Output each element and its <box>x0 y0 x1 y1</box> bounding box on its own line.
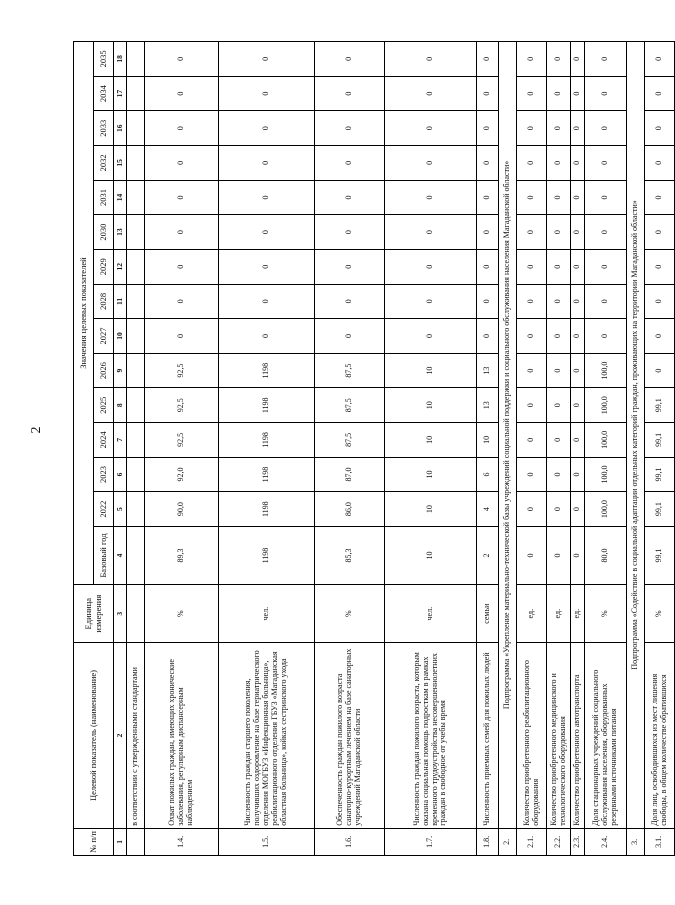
unit: ед. <box>547 585 571 643</box>
year-value: 0 <box>585 284 627 319</box>
target-indicators-table <box>73 41 675 856</box>
year-value: 0 <box>547 146 571 181</box>
year-value: 100,0 <box>585 423 627 458</box>
year-value: 0 <box>477 319 499 354</box>
table-row <box>385 42 477 856</box>
row-num: 1.4. <box>145 828 219 855</box>
year-value: 0 <box>477 42 499 77</box>
year-value: 0 <box>547 319 571 354</box>
year-value: 0 <box>145 319 219 354</box>
year-value: 0 <box>219 215 315 250</box>
year-value: 0 <box>517 284 547 319</box>
row-num: 2.4. <box>585 828 627 855</box>
year-value: 0 <box>547 180 571 215</box>
header-num: № п/п <box>74 828 114 855</box>
column-index: 3 <box>114 585 127 643</box>
year-value: 0 <box>585 111 627 146</box>
unit: ед. <box>517 585 547 643</box>
year-value: 99,1 <box>645 423 675 458</box>
column-index: 13 <box>114 215 127 250</box>
year-value: 13 <box>477 353 499 388</box>
year-value: 0 <box>645 111 675 146</box>
header-values-group: Значения целевых показателей <box>74 42 94 585</box>
year-value: 0 <box>315 249 385 284</box>
year-value: 0 <box>645 353 675 388</box>
header-year: 2030 <box>94 215 114 250</box>
base-value: 1198 <box>219 526 315 584</box>
header-year: 2022 <box>94 492 114 527</box>
year-value: 0 <box>219 180 315 215</box>
indicator-name: Количество приобретенного медицинского и технологического оборудования <box>547 643 571 829</box>
year-value: 0 <box>585 249 627 284</box>
year-value: 0 <box>477 180 499 215</box>
year-value: 100,0 <box>585 388 627 423</box>
row-num: 1.8. <box>477 828 499 855</box>
year-value: 87,5 <box>315 353 385 388</box>
year-value: 0 <box>315 42 385 77</box>
rotated-table-wrapper <box>73 41 668 856</box>
indicator-name: Количество приобретенного реабилитационного оборудования <box>517 643 547 829</box>
year-value: 0 <box>517 353 547 388</box>
year-value: 0 <box>477 284 499 319</box>
base-value: 89,3 <box>145 526 219 584</box>
year-value: 0 <box>547 353 571 388</box>
year-value: 0 <box>517 111 547 146</box>
year-value: 0 <box>315 215 385 250</box>
row-num: 1.5. <box>219 828 315 855</box>
column-index: 15 <box>114 146 127 181</box>
column-index: 8 <box>114 388 127 423</box>
page-number: 2 <box>29 426 44 434</box>
year-value: 0 <box>585 42 627 77</box>
year-value: 0 <box>517 388 547 423</box>
year-value: 4 <box>477 492 499 527</box>
year-value: 0 <box>385 319 477 354</box>
year-value: 0 <box>145 111 219 146</box>
column-index: 7 <box>114 423 127 458</box>
table-row <box>219 42 315 856</box>
year-value: 0 <box>385 249 477 284</box>
year-value: 87,5 <box>315 388 385 423</box>
year-value: 0 <box>219 284 315 319</box>
year-value: 0 <box>547 492 571 527</box>
year-value: 0 <box>547 76 571 111</box>
year-value: 0 <box>547 423 571 458</box>
header-year: 2034 <box>94 76 114 111</box>
section-num: 3. <box>627 828 645 855</box>
column-index: 4 <box>114 526 127 584</box>
header-unit: Единица измерения <box>74 585 114 643</box>
section-row <box>499 42 517 856</box>
year-value: 0 <box>517 215 547 250</box>
indicator-name: Охват пожилых граждан, имеющих хронические заболевания, регулярным диспансерным наблюдением <box>145 643 219 829</box>
year-value: 0 <box>385 215 477 250</box>
year-value: 0 <box>571 249 585 284</box>
row-num: 1.6. <box>315 828 385 855</box>
year-value: 0 <box>517 423 547 458</box>
column-index: 5 <box>114 492 127 527</box>
indicator-name: Численность приемных семей для пожилых людей <box>477 643 499 829</box>
year-value: 0 <box>547 388 571 423</box>
column-index: 14 <box>114 180 127 215</box>
header-year: 2026 <box>94 353 114 388</box>
year-value: 0 <box>547 284 571 319</box>
year-value: 100,0 <box>585 457 627 492</box>
table-row <box>517 42 547 856</box>
year-value: 0 <box>385 76 477 111</box>
year-value: 99,1 <box>645 492 675 527</box>
year-value: 0 <box>219 111 315 146</box>
year-value: 0 <box>517 319 547 354</box>
column-index: 9 <box>114 353 127 388</box>
row-num: 2.1. <box>517 828 547 855</box>
year-value: 0 <box>571 319 585 354</box>
year-value: 1198 <box>219 353 315 388</box>
year-value: 0 <box>585 146 627 181</box>
column-index: 12 <box>114 249 127 284</box>
year-value: 0 <box>145 249 219 284</box>
year-value: 0 <box>477 146 499 181</box>
base-value: 0 <box>517 526 547 584</box>
year-value: 0 <box>645 284 675 319</box>
table-row <box>477 42 499 856</box>
base-value: 10 <box>385 526 477 584</box>
year-value: 87,5 <box>315 423 385 458</box>
year-value: 92,5 <box>145 353 219 388</box>
column-index: 1 <box>114 828 127 855</box>
header-year: 2024 <box>94 423 114 458</box>
year-value: 0 <box>645 215 675 250</box>
year-value: 0 <box>645 319 675 354</box>
unit: семьи <box>477 585 499 643</box>
indicator-name: Численность граждан старшего поколения, получивших оздоровление на базе гериатрического отделения МОГБУЗ «Инфекционная больница», реабилитационного отделения ГБУЗ «Магаданская областная больница», койках сестринского ухода <box>219 643 315 829</box>
header-year: 2023 <box>94 457 114 492</box>
year-value: 0 <box>219 42 315 77</box>
year-value: 10 <box>385 423 477 458</box>
year-value: 0 <box>477 215 499 250</box>
year-value: 0 <box>385 146 477 181</box>
year-value: 0 <box>315 146 385 181</box>
unit: % <box>315 585 385 643</box>
year-value: 10 <box>385 388 477 423</box>
year-value: 0 <box>315 319 385 354</box>
column-index: 16 <box>114 111 127 146</box>
header-year: 2029 <box>94 249 114 284</box>
year-value: 10 <box>385 353 477 388</box>
unit: чел. <box>385 585 477 643</box>
year-value: 92,0 <box>145 457 219 492</box>
header-year: 2035 <box>94 42 114 77</box>
year-value: 92,5 <box>145 388 219 423</box>
year-value: 0 <box>517 146 547 181</box>
year-value: 0 <box>315 111 385 146</box>
unit: % <box>145 585 219 643</box>
table-row <box>145 42 219 856</box>
year-value: 0 <box>517 492 547 527</box>
row-num: 1.7. <box>385 828 477 855</box>
continuation-num-cell <box>127 828 145 855</box>
year-value: 0 <box>571 388 585 423</box>
base-value: 80,0 <box>585 526 627 584</box>
column-index: 6 <box>114 457 127 492</box>
row-num: 2.3. <box>571 828 585 855</box>
year-value: 0 <box>585 76 627 111</box>
year-value: 0 <box>315 284 385 319</box>
year-value: 10 <box>385 457 477 492</box>
year-value: 1198 <box>219 457 315 492</box>
year-value: 0 <box>571 457 585 492</box>
indicator-name: Количество приобретенного автотранспорта <box>571 643 585 829</box>
unit: % <box>645 585 675 643</box>
year-value: 1198 <box>219 388 315 423</box>
year-value: 0 <box>385 180 477 215</box>
column-index: 11 <box>114 284 127 319</box>
header-year: 2028 <box>94 284 114 319</box>
unit: % <box>585 585 627 643</box>
header-name: Целевой показатель (наименование) <box>74 643 114 829</box>
section-title: Подпрограмма «Содействие в социальной адаптации отдельных категорий граждан, проживающих на территории Магаданской области» <box>627 42 645 829</box>
year-value: 0 <box>571 423 585 458</box>
year-value: 0 <box>385 284 477 319</box>
year-value: 92,5 <box>145 423 219 458</box>
indicator-name: Обеспеченность граждан пожилого возраста санаторно-курортным лечением на базе санаторных учреждений Магаданской области <box>315 643 385 829</box>
base-value: 99,1 <box>645 526 675 584</box>
table-row <box>645 42 675 856</box>
year-value: 99,1 <box>645 457 675 492</box>
year-value: 0 <box>547 215 571 250</box>
year-value: 0 <box>645 180 675 215</box>
year-value: 0 <box>145 180 219 215</box>
column-index: 2 <box>114 643 127 829</box>
year-value: 0 <box>547 111 571 146</box>
year-value: 0 <box>477 249 499 284</box>
year-value: 0 <box>571 42 585 77</box>
year-value: 10 <box>477 423 499 458</box>
unit: ед. <box>571 585 585 643</box>
indicator-name: Доля стационарных учреждений социального обслуживания населения, оборудованных резервными источниками питания <box>585 643 627 829</box>
year-value: 6 <box>477 457 499 492</box>
year-value: 0 <box>547 42 571 77</box>
table-row <box>585 42 627 856</box>
year-value: 86,0 <box>315 492 385 527</box>
header-base-year: Базовый год <box>94 526 114 584</box>
header-year: 2025 <box>94 388 114 423</box>
year-value: 0 <box>315 76 385 111</box>
year-value: 0 <box>219 319 315 354</box>
table-row <box>571 42 585 856</box>
year-value: 0 <box>645 76 675 111</box>
year-value: 0 <box>517 42 547 77</box>
year-value: 0 <box>547 457 571 492</box>
year-value: 0 <box>477 76 499 111</box>
year-value: 0 <box>571 111 585 146</box>
column-index: 18 <box>114 42 127 77</box>
year-value: 1198 <box>219 423 315 458</box>
year-value: 0 <box>385 42 477 77</box>
base-value: 0 <box>571 526 585 584</box>
year-value: 0 <box>219 146 315 181</box>
year-value: 0 <box>571 76 585 111</box>
year-value: 0 <box>547 249 571 284</box>
year-value: 0 <box>145 42 219 77</box>
section-row <box>627 42 645 856</box>
section-title: Подпрограмма «Укрепление материально-технической базы учреждений социальной поддержки и социального обслуживания населения Магаданской области» <box>499 42 517 829</box>
header-year: 2031 <box>94 180 114 215</box>
year-value: 0 <box>219 249 315 284</box>
unit: чел. <box>219 585 315 643</box>
year-value: 0 <box>517 249 547 284</box>
year-value: 0 <box>145 284 219 319</box>
header-year: 2032 <box>94 146 114 181</box>
year-value: 0 <box>315 180 385 215</box>
year-value: 99,1 <box>645 388 675 423</box>
year-value: 0 <box>517 180 547 215</box>
year-value: 0 <box>571 353 585 388</box>
year-value: 0 <box>145 76 219 111</box>
year-value: 0 <box>645 146 675 181</box>
year-value: 0 <box>571 180 585 215</box>
year-value: 0 <box>517 76 547 111</box>
year-value: 87,0 <box>315 457 385 492</box>
year-value: 0 <box>645 249 675 284</box>
continuation-text: в соответствии с утвержденными стандартами <box>127 643 145 829</box>
row-num: 2.2. <box>547 828 571 855</box>
indicator-name: Численность граждан пожилого возраста, которым оказана социальная помощь подросткам в рамках временного трудоустройства несовершеннолетних граждан в свободное от учебы время <box>385 643 477 829</box>
table-row <box>315 42 385 856</box>
year-value: 0 <box>585 180 627 215</box>
year-value: 100,0 <box>585 353 627 388</box>
year-value: 10 <box>385 492 477 527</box>
year-value: 0 <box>585 319 627 354</box>
year-value: 0 <box>571 284 585 319</box>
column-index: 10 <box>114 319 127 354</box>
year-value: 0 <box>571 146 585 181</box>
row-num: 3.1. <box>645 828 675 855</box>
table-row <box>547 42 571 856</box>
indicator-name: Доля лиц, освободившихся из мест лишения свободы, в общем количестве обратившихся <box>645 643 675 829</box>
header-year: 2027 <box>94 319 114 354</box>
year-value: 90,0 <box>145 492 219 527</box>
year-value: 0 <box>219 76 315 111</box>
base-value: 2 <box>477 526 499 584</box>
base-value: 0 <box>547 526 571 584</box>
column-index: 17 <box>114 76 127 111</box>
year-value: 0 <box>571 215 585 250</box>
year-value: 1198 <box>219 492 315 527</box>
year-value: 100,0 <box>585 492 627 527</box>
year-value: 0 <box>385 111 477 146</box>
year-value: 13 <box>477 388 499 423</box>
year-value: 0 <box>645 42 675 77</box>
year-value: 0 <box>145 215 219 250</box>
year-value: 0 <box>585 215 627 250</box>
year-value: 0 <box>477 111 499 146</box>
header-year: 2033 <box>94 111 114 146</box>
base-value: 85,3 <box>315 526 385 584</box>
year-value: 0 <box>145 146 219 181</box>
section-num: 2. <box>499 828 517 855</box>
year-value: 0 <box>517 457 547 492</box>
year-value: 0 <box>571 492 585 527</box>
